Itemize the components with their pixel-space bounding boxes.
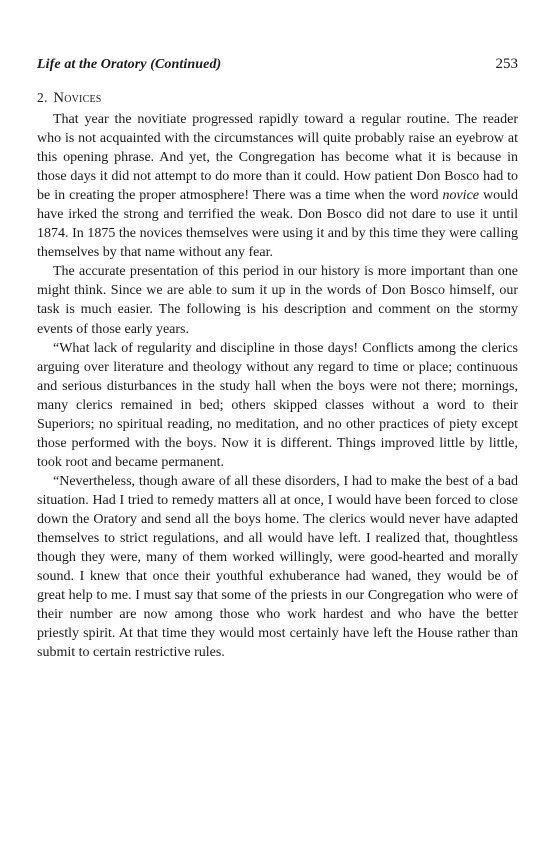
paragraph-1-emphasis: novice [442,188,479,204]
section-title: Novices [53,90,102,106]
paragraph-4: “Nevertheless, though aware of all these disorders, I had to make the best of a bad situation. Had I tried to remedy matters all at once, I would have been forced to close down the Oratory and send all the boys home. The clerics would never have adapted themselves to strict regulations, and all would have left. I realized that, thoughtless though they were, many of them worked willingly, were good-hearted and morally sound. I knew that once their youthful exhuberance had waned, they would be of great help to me. I must say that some of the priests in our Congregation who were of their number are now among those who work hardest and who have the better priestly spirit. At that time they would most certainly have left the House rather than submit to certain restrictive rules. [37,473,518,661]
paragraph-1 [37,110,518,262]
paragraph-1-text-after: would have irked the strong and terrified the weak. Don Bosco did not dare to use it until 1874. In 1875 the novices themselves were using it and by this time they were calling themselves by that name without any fear. [37,188,518,261]
book-page [37,56,518,662]
paragraph-1-text-before: That year the novitiate progressed rapidly toward a regular routine. The reader who is not acquainted with the circumstances will quite probably raise an eyebrow at this opening phrase. And yet, the Congregation has become what it is because in those days it did not attempt to do more than it could. How patient Don Bosco had to be in creating the proper atmosphere! There was a time when the word [37,112,518,204]
running-title: Life at the Oratory (Continued) [37,57,222,72]
section-number: 2. [37,90,48,105]
paragraph-2: The accurate presentation of this period in our history is more important than one might think. Since we are able to sum it up in the words of Don Bosco himself, our task is much easier. The following is his description and comment on the stormy events of those early years. [37,264,518,337]
paragraph-3: “What lack of regularity and discipline in those days! Conflicts among the clerics arguing over literature and theology without any regard to time or place; continuous and serious disturbances in the study hall when the boys were not there; mornings, many clerics remained in bed; others skipped classes without a word to their Superiors; no spiritual reading, no meditation, and no other practices of piety except those performed with the boys. Now it is different. Things improved little by little, took root and became permanent. [37,340,518,470]
body-text [37,110,518,662]
section-heading [37,89,518,107]
page-number: 253 [495,56,518,72]
running-header [37,56,518,73]
